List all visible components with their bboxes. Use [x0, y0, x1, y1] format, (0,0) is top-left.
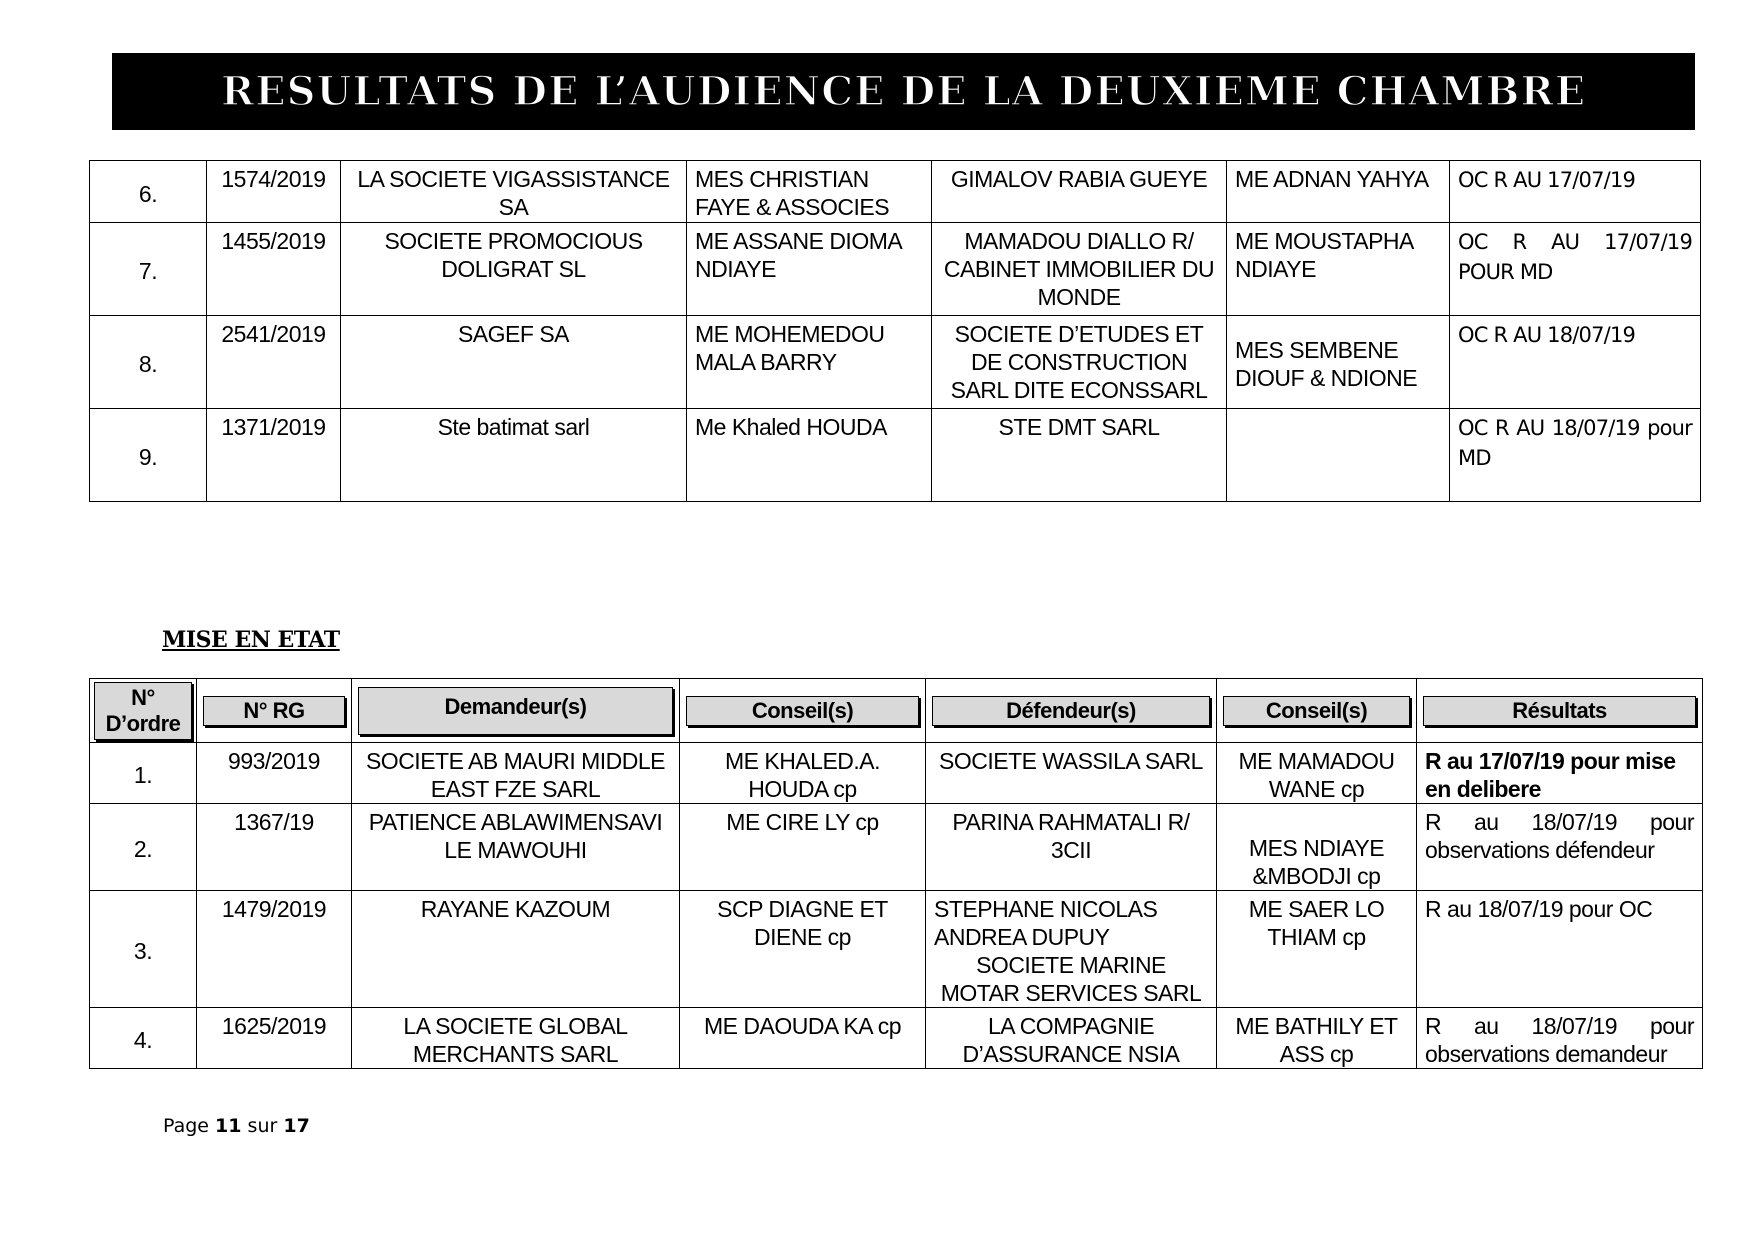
plaintiff: SOCIETE PROMOCIOUS DOLIGRAT SL	[341, 223, 687, 316]
plaintiff-counsel: ME CIRE LY cp	[680, 804, 926, 891]
rg-number: 1574/2019	[207, 161, 341, 223]
defendant: LA COMPAGNIE D’ASSURANCE NSIA	[926, 1008, 1217, 1069]
header-defendant-counsel-label: Conseil(s)	[1223, 696, 1410, 726]
defendant-counsel: MES NDIAYE &MBODJI cp	[1217, 804, 1417, 891]
defendant-primary: STEPHANE NICOLAS ANDREA DUPUY	[934, 896, 1158, 950]
plaintiff: LA SOCIETE VIGASSISTANCE SA	[341, 161, 687, 223]
result: OC R AU 18/07/19 pour MD	[1450, 409, 1701, 502]
defendant-counsel: ME MAMADOU WANE cp	[1217, 743, 1417, 804]
table-header-row	[90, 679, 1703, 743]
page-title: RESULTATS DE L’AUDIENCE DE LA DEUXIEME CHAMBRE	[220, 68, 1587, 115]
header-plaintiff	[352, 679, 680, 743]
defendant-counsel: ME ADNAN YAHYA	[1227, 161, 1450, 223]
header-plaintiff-counsel-label: Conseil(s)	[686, 696, 919, 726]
order-number: 6.	[90, 161, 207, 223]
result: R au 18/07/19 pour observations défendeur	[1417, 804, 1703, 891]
table-row	[90, 223, 1701, 316]
order-number: 7.	[90, 223, 207, 316]
rg-number: 1455/2019	[207, 223, 341, 316]
defendant-counsel	[1227, 409, 1450, 502]
order-number: 9.	[90, 409, 207, 502]
plaintiff-counsel: ME DAOUDA KA cp	[680, 1008, 926, 1069]
table-row	[90, 891, 1703, 1008]
defendant: SOCIETE WASSILA SARL	[926, 743, 1217, 804]
plaintiff-counsel: MES CHRISTIAN FAYE & ASSOCIES	[687, 161, 932, 223]
defendant: GIMALOV RABIA GUEYE	[932, 161, 1227, 223]
defendant-secondary: SOCIETE MARINE MOTAR SERVICES SARL	[940, 952, 1202, 1006]
plaintiff: RAYANE KAZOUM	[352, 891, 680, 1008]
plaintiff-counsel: ME KHALED.A. HOUDA cp	[680, 743, 926, 804]
sur-label: sur	[247, 1115, 278, 1137]
page-footer	[163, 1115, 310, 1137]
defendant: STE DMT SARL	[932, 409, 1227, 502]
page-total: 17	[283, 1115, 310, 1137]
plaintiff-counsel: ME ASSANE DIOMA NDIAYE	[687, 223, 932, 316]
header-results	[1417, 679, 1703, 743]
header-rg-label: N° RG	[203, 696, 345, 726]
header-plaintiff-counsel	[680, 679, 926, 743]
defendant-counsel: ME MOUSTAPHA NDIAYE	[1227, 223, 1450, 316]
page-number: 11	[215, 1115, 242, 1137]
mise-en-etat-table	[89, 678, 1703, 1069]
plaintiff: Ste batimat sarl	[341, 409, 687, 502]
table-row	[90, 161, 1701, 223]
header-defendant-label: Défendeur(s)	[932, 696, 1210, 726]
table-row	[90, 804, 1703, 891]
result: OC R AU 17/07/19	[1450, 161, 1701, 223]
defendant: PARINA RAHMATALI R/ 3CII	[926, 804, 1217, 891]
table-row	[90, 409, 1701, 502]
defendant	[926, 891, 1217, 1008]
rg-number: 1479/2019	[197, 891, 352, 1008]
order-number: 4.	[90, 1008, 197, 1069]
rg-number: 2541/2019	[207, 316, 341, 409]
defendant: MAMADOU DIALLO R/ CABINET IMMOBILIER DU MONDE	[932, 223, 1227, 316]
title-banner	[112, 53, 1695, 130]
header-order-label: N° D’ordre	[94, 682, 192, 740]
plaintiff-counsel: ME MOHEMEDOU MALA BARRY	[687, 316, 932, 409]
section-title: MISE EN ETAT	[162, 627, 340, 653]
table-row	[90, 743, 1703, 804]
header-defendant-counsel	[1217, 679, 1417, 743]
plaintiff: PATIENCE ABLAWIMENSAVI LE MAWOUHI	[352, 804, 680, 891]
header-plaintiff-label: Demandeur(s)	[358, 687, 673, 735]
plaintiff-counsel: Me Khaled HOUDA	[687, 409, 932, 502]
rg-number: 1625/2019	[197, 1008, 352, 1069]
plaintiff: SAGEF SA	[341, 316, 687, 409]
table-row	[90, 1008, 1703, 1069]
header-rg	[197, 679, 352, 743]
header-defendant	[926, 679, 1217, 743]
defendant: SOCIETE D’ETUDES ET DE CONSTRUCTION SARL DITE ECONSSARL	[932, 316, 1227, 409]
result: R au 18/07/19 pour observations demandeur	[1417, 1008, 1703, 1069]
order-number: 3.	[90, 891, 197, 1008]
result: OC R AU 18/07/19	[1450, 316, 1701, 409]
defendant-counsel: MES SEMBENE DIOUF & NDIONE	[1227, 316, 1450, 409]
table-row	[90, 316, 1701, 409]
header-results-label: Résultats	[1423, 696, 1696, 726]
header-order	[90, 679, 197, 743]
results-table-continued	[89, 160, 1701, 502]
defendant-counsel: ME SAER LO THIAM cp	[1217, 891, 1417, 1008]
defendant-counsel: ME BATHILY ET ASS cp	[1217, 1008, 1417, 1069]
plaintiff: LA SOCIETE GLOBAL MERCHANTS SARL	[352, 1008, 680, 1069]
page-label: Page	[163, 1115, 209, 1137]
order-number: 2.	[90, 804, 197, 891]
result: R au 18/07/19 pour OC	[1417, 891, 1703, 1008]
plaintiff-counsel: SCP DIAGNE ET DIENE cp	[680, 891, 926, 1008]
result: OC R AU 17/07/19 POUR MD	[1450, 223, 1701, 316]
rg-number: 1371/2019	[207, 409, 341, 502]
order-number: 1.	[90, 743, 197, 804]
order-number: 8.	[90, 316, 207, 409]
result: R au 17/07/19 pour mise en delibere	[1417, 743, 1703, 804]
rg-number: 1367/19	[197, 804, 352, 891]
plaintiff: SOCIETE AB MAURI MIDDLE EAST FZE SARL	[352, 743, 680, 804]
rg-number: 993/2019	[197, 743, 352, 804]
